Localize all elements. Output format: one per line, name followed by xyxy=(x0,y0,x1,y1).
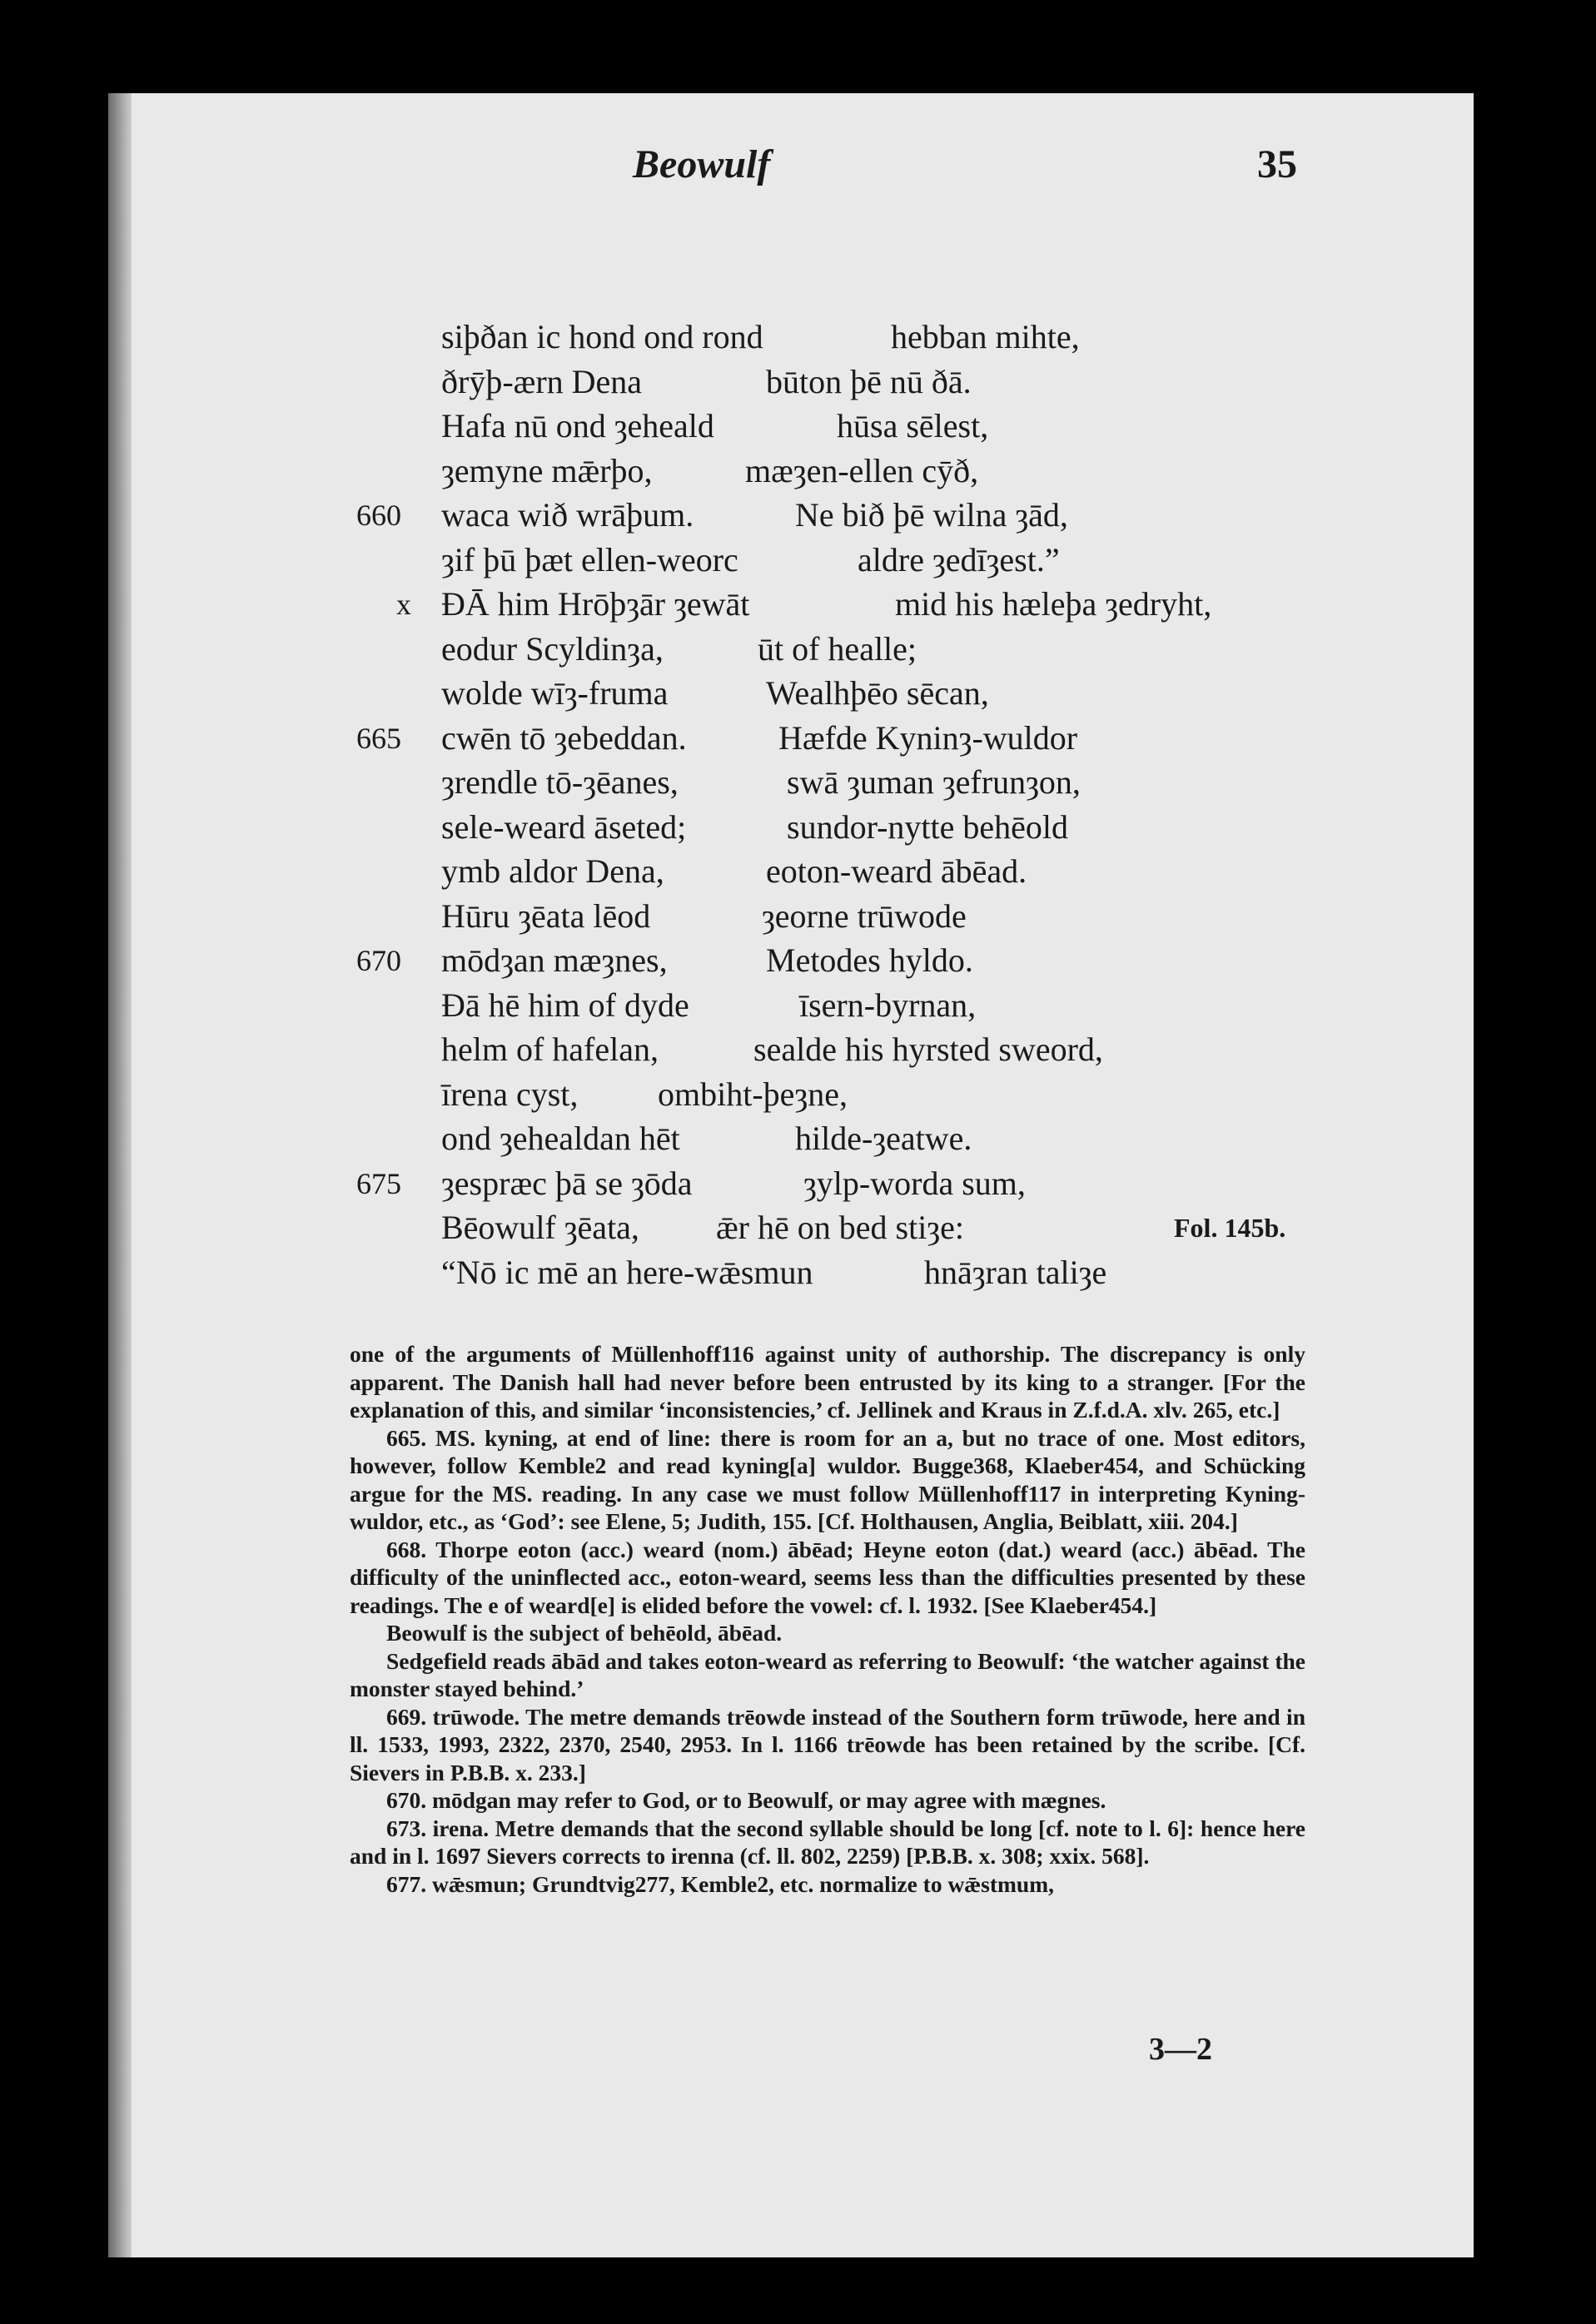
verse-half-a: ÐĀ him Hrōþȝār ȝewāt xyxy=(441,585,750,623)
verse-half-a: ȝespræc þā se ȝōda xyxy=(441,1164,693,1202)
verse-half-b: hūsa sēlest, xyxy=(837,407,989,444)
footnote-paragraph: 673. irena. Metre demands that the second syllable should be long [cf. note to l. 6]: hence here and in l. 1697 Sievers corrects to irenna (cf. ll. 802, 2259) [P.B.B. x. 308; xxix. 568]. xyxy=(350,1815,1305,1869)
footnote-paragraph: 677. wǣsmun; Grundtvig277, Kemble2, etc. normalize to wǣstmum, xyxy=(386,1870,1055,1897)
verse-half-b: hnāȝran taliȝe xyxy=(924,1253,1107,1291)
verse-half-b: hebban mihte, xyxy=(891,318,1080,355)
verse-half-a: cwēn tō ȝebeddan. xyxy=(441,718,687,757)
footnote-paragraph: 668. Thorpe eoton (acc.) weard (nom.) ābēad; Heyne eoton (dat.) weard (acc.) ābēad. The difficulty of the uninflected acc., eoton-weard, seems less than the difficulties presented by these readings. The e of weard[e] is elided before the vowel: cf. l. 1932. [See Klaeber454.] xyxy=(350,1536,1305,1618)
line-number: 670 xyxy=(356,944,401,977)
verse-line xyxy=(0,938,1596,983)
verse-line xyxy=(0,1250,1596,1295)
verse-half-a: eodur Scyldinȝa, xyxy=(441,629,664,668)
verse-half-b: būton þē nū ðā. xyxy=(766,362,972,400)
verse-half-a: ȝrendle tō-ȝēanes, xyxy=(441,763,679,801)
footnote-paragraph: Sedgefield reads ābād and takes eoton-weard as referring to Beowulf: ‘the watcher against the monster stayed behind.’ xyxy=(350,1647,1305,1701)
verse-half-a: ond ȝehealdan hēt xyxy=(441,1120,680,1157)
verse-half-a: Hūru ȝēata lēod xyxy=(441,896,651,935)
verse-line xyxy=(0,538,1596,583)
verse-half-a: siþðan ic hond ond rond xyxy=(441,318,763,355)
footnote-paragraph: 670. mōdgan may refer to God, or to Beowulf, or may agree with mægnes. xyxy=(386,1787,1106,1813)
running-head: Beowulf xyxy=(633,142,771,186)
verse-half-b: Metodes hyldo. xyxy=(766,941,973,979)
verse-half-b: Wealhþēo sēcan, xyxy=(766,674,989,712)
verse-half-a: ȝif þū þæt ellen-weorc xyxy=(441,540,738,579)
line-number: 660 xyxy=(356,499,401,532)
verse-half-b: sealde his hyrsted sweord, xyxy=(753,1030,1103,1068)
footnote-paragraph: one of the arguments of Müllenhoff116 against unity of authorship. The discrepancy is only apparent. The Danish hall had never before been entrusted by its king to a stranger. [For the explanation of this, and similar ‘inconsistencies,’ cf. Jellinek and Kraus in Z.f.d.A. xlv. 265, etc.] xyxy=(350,1341,1305,1423)
verse-half-b: īsern-byrnan, xyxy=(799,986,977,1024)
verse-line xyxy=(0,360,1596,405)
verse-half-a: “Nō ic mē an here-wǣsmun xyxy=(441,1253,813,1291)
verse-half-a: helm of hafelan, xyxy=(441,1030,659,1068)
verse-line xyxy=(0,404,1596,449)
verse-half-b: mid his hæleþa ȝedryht, xyxy=(895,585,1212,623)
verse-line xyxy=(0,894,1596,939)
verse-line xyxy=(0,1116,1596,1161)
verse-line xyxy=(0,493,1596,538)
verse-line xyxy=(0,805,1596,850)
verse-half-a: Hafa nū ond ȝeheald xyxy=(441,407,714,444)
verse-half-b: sundor-nytte behēold xyxy=(787,807,1069,846)
page-number: 35 xyxy=(1257,142,1297,186)
verse-half-b: ombiht-þeȝne, xyxy=(658,1075,848,1113)
verse-half-a: Bēowulf ȝēata, xyxy=(441,1209,639,1246)
verse-line xyxy=(0,1072,1596,1117)
verse-line xyxy=(0,849,1596,894)
folio-marginal-note: Fol. 145b. xyxy=(1174,1213,1286,1243)
verse-line xyxy=(0,449,1596,494)
line-number: x xyxy=(396,588,411,621)
verse-half-b: Ne bið þē wilna ȝād, xyxy=(795,496,1068,534)
verse-line xyxy=(0,671,1596,716)
line-number: 665 xyxy=(356,721,401,755)
verse-half-b: ǣr hē on bed stiȝe: xyxy=(716,1209,964,1246)
verse-line xyxy=(0,983,1596,1028)
signature-mark: 3—2 xyxy=(1149,2032,1212,2067)
verse-half-b: ȝeorne trūwode xyxy=(762,896,967,935)
verse-half-b: ȝylp-worda sum, xyxy=(803,1164,1026,1202)
verse-line xyxy=(0,1161,1596,1206)
verse-half-b: Hæfde Kyninȝ-wuldor xyxy=(778,718,1078,757)
verse-half-a: ymb aldor Dena, xyxy=(441,852,664,890)
verse-line xyxy=(0,315,1596,360)
footnote-paragraph: Beowulf is the subject of behēold, ābēad. xyxy=(386,1620,783,1646)
line-number: 675 xyxy=(356,1166,401,1200)
verse-line xyxy=(0,1205,1596,1250)
verse-line xyxy=(0,760,1596,805)
verse-half-b: eoton-weard ābēad. xyxy=(766,852,1027,890)
verse-half-a: ȝemyne mǣrþo, xyxy=(441,451,653,489)
verse-half-a: mōdȝan mæȝnes, xyxy=(441,941,668,979)
verse-half-a: wolde wīȝ-fruma xyxy=(441,674,669,712)
verse-half-b: mæȝen-ellen cȳð, xyxy=(745,451,979,489)
footnote-paragraph: 665. MS. kyning, at end of line: there is room for an a, but no trace of one. Most editors, however, follow Kemble2 and read kyning[a] wuldor. Bugge368, Klaeber454, and Schücking argue for the MS. reading. In any case we must follow Müllenhoff117 in interpreting Kyning-wuldor, etc., as ‘God’: see Elene, 5; Judith, 155. [Cf. Holthausen, Anglia, Beiblatt, xiii. 204.] xyxy=(350,1424,1305,1534)
verse-line xyxy=(0,582,1596,627)
verse-half-b: ūt of healle; xyxy=(758,629,917,668)
verse-half-a: īrena cyst, xyxy=(441,1075,579,1113)
verse-half-a: Ðā hē him of dyde xyxy=(441,986,689,1024)
footnotes xyxy=(350,1340,1305,1898)
footnote-paragraph: 669. trūwode. The metre demands trēowde instead of the Southern form trūwode, here and in ll. 1533, 1993, 2322, 2370, 2540, 2953. In l. 1166 trēowde has been retained by the scribe. [Cf. Sievers in P.B.B. x. 233.] xyxy=(350,1703,1305,1785)
verse-line xyxy=(0,627,1596,672)
verse-half-b: aldre ȝedīȝest.” xyxy=(858,540,1060,579)
verse-line xyxy=(0,716,1596,761)
verse-half-a: ðrȳþ-ærn Dena xyxy=(441,362,643,400)
verse-half-b: swā ȝuman ȝefrunȝon, xyxy=(787,763,1081,801)
verse-half-a: waca wið wrāþum. xyxy=(441,496,694,534)
verse-half-b: hilde-ȝeatwe. xyxy=(795,1120,972,1157)
verse-line xyxy=(0,1027,1596,1072)
verse-half-a: sele-weard āseted; xyxy=(441,807,687,846)
